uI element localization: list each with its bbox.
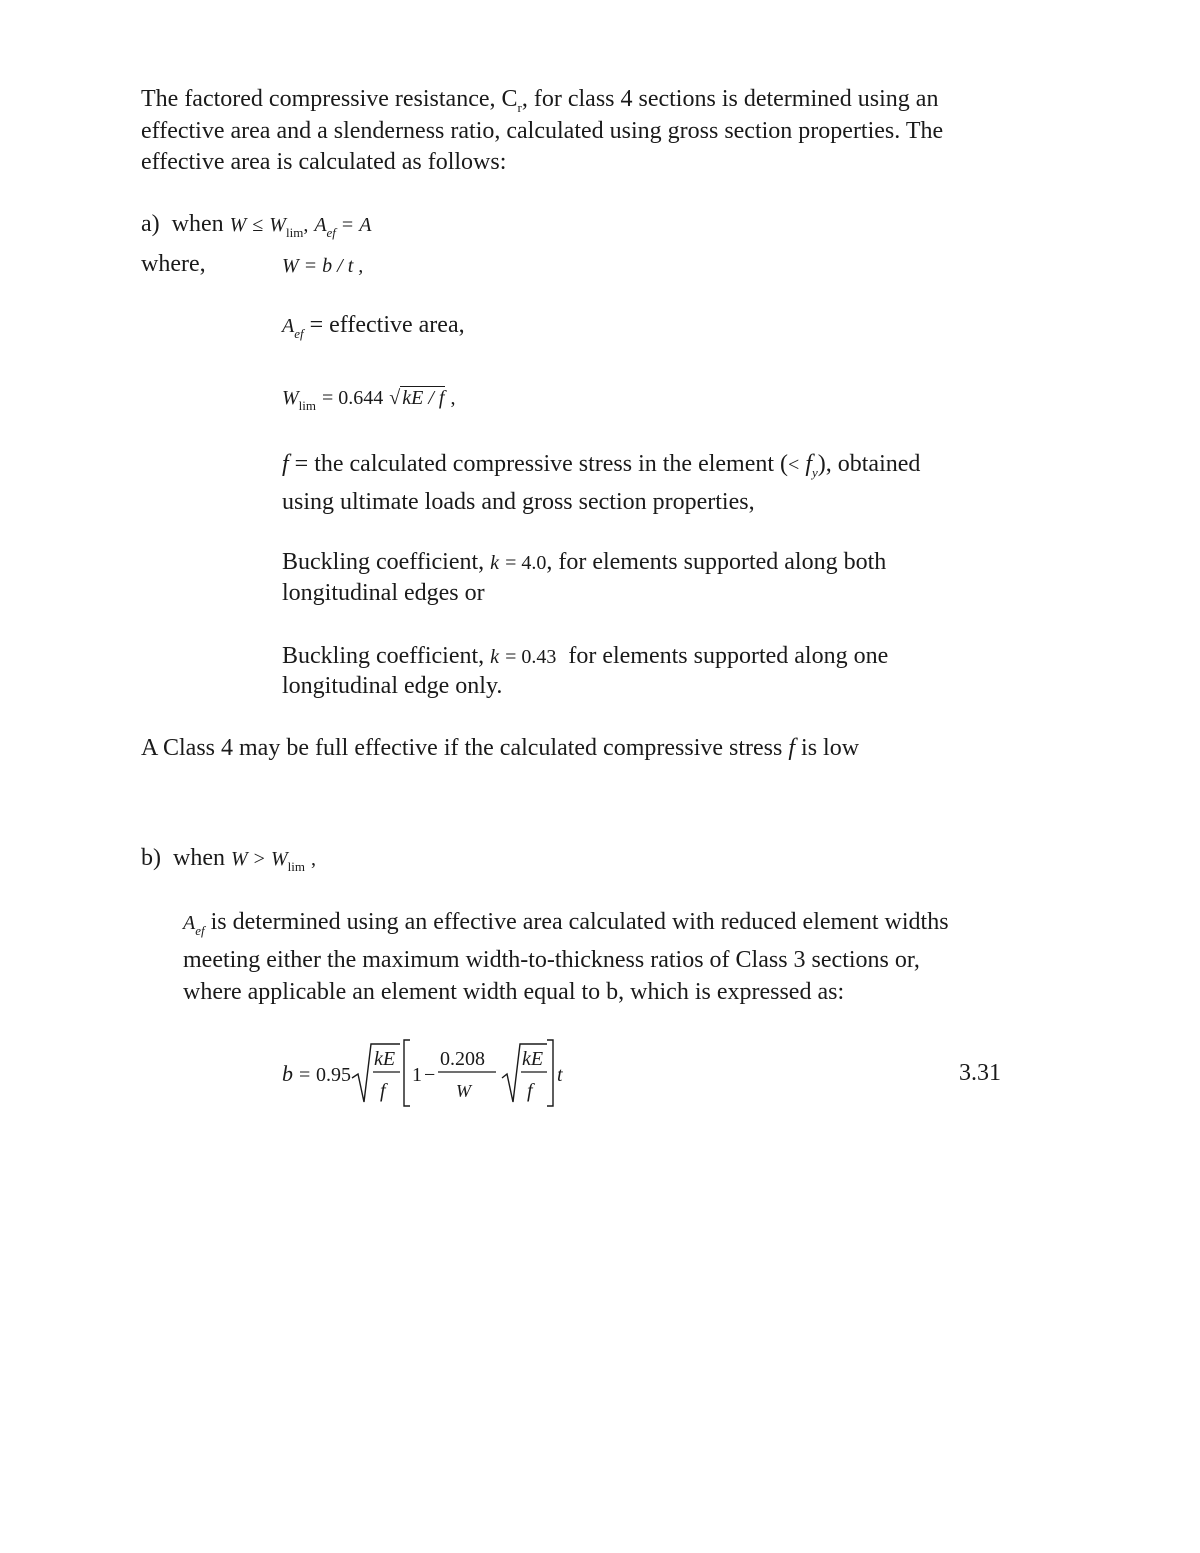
eq-kE-1: kE	[374, 1048, 396, 1070]
case-b-W: W	[230, 848, 248, 870]
Aef-subscript: ef	[294, 326, 304, 341]
Aef-text: = effective area,	[309, 312, 465, 338]
f-definition-text: = the calculated compressive stress in the element (	[294, 451, 789, 477]
case-b-heading	[141, 843, 316, 876]
intro-line-3: effective area is calculated as follows:	[141, 149, 507, 175]
buckling-coefficient-2	[282, 641, 888, 673]
Wlim-definition: $W_{lim} = 0.644$ √ kE / f ,	[282, 387, 456, 413]
lt-sign: <	[788, 454, 800, 476]
buck1-value: = 4.0	[505, 552, 547, 574]
case-b-label: b)	[141, 845, 161, 871]
class4-note	[141, 733, 859, 764]
buck2-post: for elements supported along one	[568, 643, 889, 669]
case-a-when: when	[171, 211, 224, 237]
case-a-eq: =	[341, 214, 354, 236]
eq-equals: =	[299, 1064, 311, 1086]
eq-f-1: f	[380, 1080, 386, 1102]
eq-coef: 0.95	[316, 1064, 351, 1086]
case-b-when: when	[173, 845, 225, 871]
case-a-W: W	[229, 214, 247, 236]
case-b-comma: ,	[310, 848, 316, 870]
equation-number: 3.31	[959, 1060, 1001, 1086]
buck2-value: = 0.43	[505, 646, 557, 668]
case-b-line-1	[183, 907, 949, 940]
where-label: where,	[141, 251, 206, 277]
Wlim-subscript: lim	[298, 398, 317, 413]
buck1-post: , for elements supported along both	[546, 549, 887, 575]
case-a-heading	[141, 209, 371, 242]
buckling-coefficient-1-line-2: longitudinal edges or	[282, 580, 485, 606]
case-a-A: A	[359, 214, 372, 236]
case-a-comma: ,	[303, 214, 309, 236]
eq-kE-2: kE	[522, 1048, 544, 1070]
buck2-k: k	[490, 646, 500, 668]
buckling-coefficient-1	[282, 547, 886, 579]
fy-subscript: y	[811, 465, 818, 480]
intro-line-1-text: The factored compressive resistance, C	[141, 86, 518, 112]
case-b-lim-subscript: lim	[287, 859, 305, 874]
case-b-line-1-text: is determined using an effective area calculated with reduced element widths	[210, 909, 949, 935]
case-b-Wlim: W	[270, 848, 288, 870]
buck1-k: k	[490, 552, 500, 574]
case-a-Wlim: W	[269, 214, 286, 236]
eq-right-bracket	[547, 1040, 553, 1106]
buck2-pre: Buckling coefficient,	[282, 643, 485, 669]
case-b-ef-subscript: ef	[195, 923, 205, 938]
Wlim-symbol: W	[282, 387, 299, 409]
f-symbol: f	[282, 451, 289, 477]
Aef-symbol: A	[282, 315, 295, 337]
f-definition-end: ), obtained	[817, 451, 921, 477]
eq-t: t	[557, 1064, 563, 1086]
intro-line-1	[141, 84, 938, 117]
buckling-coefficient-2-line-2: longitudinal edge only.	[282, 673, 503, 699]
W-definition: W = b / t ,	[282, 255, 364, 277]
leq-sign: ≤	[252, 214, 264, 236]
gt-sign: >	[253, 848, 265, 870]
fy-symbol: f	[805, 451, 812, 477]
case-b-Aef: A	[183, 912, 196, 934]
note-pre: A Class 4 may be full effective if the calculated compressive stress	[141, 735, 783, 761]
ef-subscript: ef	[326, 225, 336, 240]
eq-den: W	[456, 1081, 471, 1101]
case-b-line-3: where applicable an element width equal to b, which is expressed as:	[183, 979, 845, 1005]
cr-subscript: r	[517, 100, 522, 115]
eq-num: 0.208	[440, 1048, 485, 1070]
intro-line-1b-text: , for class 4 sections is determined using an	[521, 86, 939, 112]
eq-lhs: b	[282, 1061, 293, 1086]
f-definition-line-1	[282, 449, 920, 482]
lim-subscript: lim	[285, 225, 304, 240]
f-definition-line-2: using ultimate loads and gross section properties,	[282, 489, 755, 515]
eq-one: 1	[412, 1064, 422, 1086]
intro-line-2: effective area and a slenderness ratio, calculated using gross section properties. The	[141, 118, 944, 144]
case-b-line-2: meeting either the maximum width-to-thickness ratios of Class 3 sections or,	[183, 947, 920, 973]
note-f: f	[788, 735, 796, 761]
case-a-Aef: A	[314, 214, 327, 236]
equation-3-31	[270, 1030, 590, 1120]
eq-left-bracket	[404, 1040, 410, 1106]
eq-f-2: f	[527, 1080, 533, 1102]
Wlim-coef: = 0.644	[322, 387, 384, 409]
Wlim-tail: ,	[450, 387, 456, 409]
case-a-label: a)	[141, 211, 160, 237]
Aef-definition	[282, 310, 465, 343]
eq-minus: −	[424, 1064, 436, 1086]
buck1-pre: Buckling coefficient,	[282, 549, 485, 575]
note-post: is low	[801, 735, 860, 761]
Wlim-sqrt-content: kE / f	[402, 387, 445, 409]
